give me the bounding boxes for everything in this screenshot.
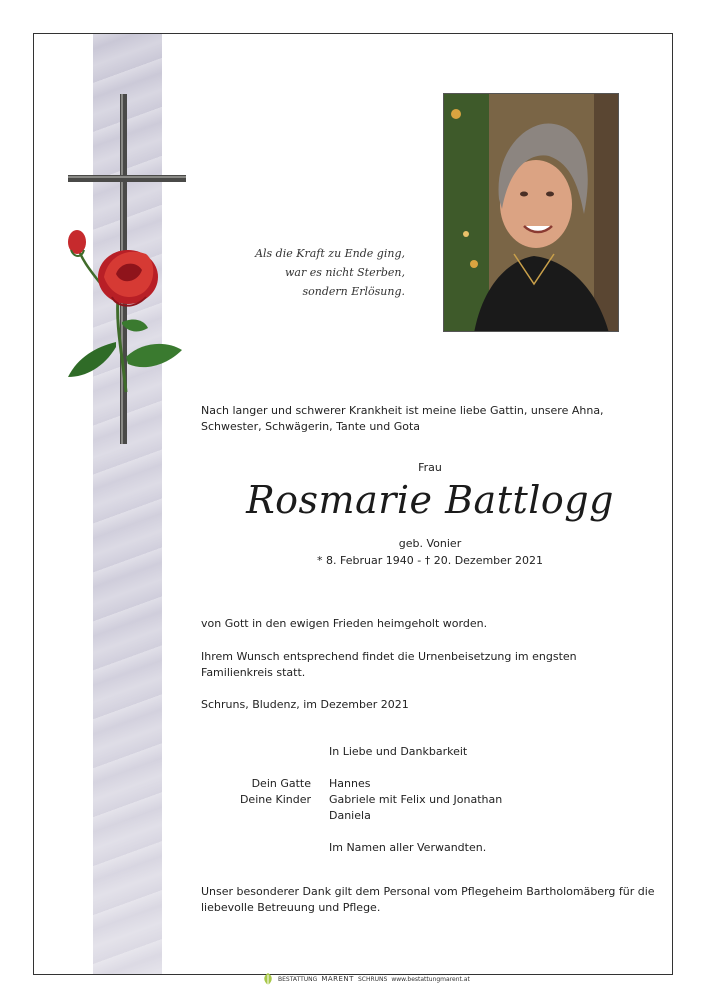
mourner-names: Hannes: [329, 777, 371, 790]
deceased-name: Rosmarie Battlogg: [246, 478, 614, 522]
footer-brand: MARENT: [321, 975, 354, 983]
mourner-role: Dein Gatte: [251, 777, 311, 790]
mourners-intro: In Liebe und Dankbarkeit: [329, 745, 468, 758]
quote-line: Als die Kraft zu Ende ging,: [255, 247, 405, 260]
cross-with-rose-icon: [56, 92, 191, 447]
thanks-text: [201, 884, 655, 916]
wish-text: [201, 649, 577, 681]
quote-line: sondern Erlösung.: [302, 285, 405, 298]
footer-url[interactable]: www.bestattungmarent.at: [391, 975, 470, 983]
quote: [185, 244, 405, 301]
intro-line: Nach langer und schwerer Krankheit ist meine liebe Gattin, unsere Ahna,: [201, 404, 604, 417]
intro-line: Schwester, Schwägerin, Tante und Gota: [201, 420, 421, 433]
thanks-line: liebevolle Betreuung und Pflege.: [201, 901, 381, 914]
wish-line: Ihrem Wunsch entsprechend findet die Urnenbeisetzung im engsten: [201, 650, 577, 663]
wish-line: Familienkreis statt.: [201, 666, 306, 679]
title-prefix: Frau: [418, 461, 442, 474]
mourner-names: Gabriele mit Felix und Jonathan: [329, 793, 503, 806]
portrait-photo: [443, 93, 619, 332]
quote-line: war es nicht Sterben,: [284, 266, 405, 279]
place-date: Schruns, Bludenz, im Dezember 2021: [201, 698, 409, 711]
mourner-role: Deine Kinder: [239, 793, 311, 806]
relatives-text: Im Namen aller Verwandten.: [329, 841, 487, 854]
maiden-name: geb. Vonier: [398, 537, 462, 550]
portrait-image: [444, 94, 619, 332]
thanks-line: Unser besonderer Dank gilt dem Personal vom Pflegeheim Bartholomäberg für die: [201, 885, 655, 898]
mourner-names: Daniela: [329, 809, 371, 822]
taken-text: von Gott in den ewigen Frieden heimgeholt worden.: [201, 617, 488, 630]
intro-text: [201, 403, 604, 435]
footer: [262, 970, 470, 988]
life-dates: * 8. Februar 1940 - † 20. Dezember 2021: [317, 554, 543, 567]
footer-town: SCHRUNS: [357, 975, 388, 983]
leaf-logo-icon: [262, 972, 274, 986]
footer-prefix: BESTATTUNG: [278, 975, 318, 983]
